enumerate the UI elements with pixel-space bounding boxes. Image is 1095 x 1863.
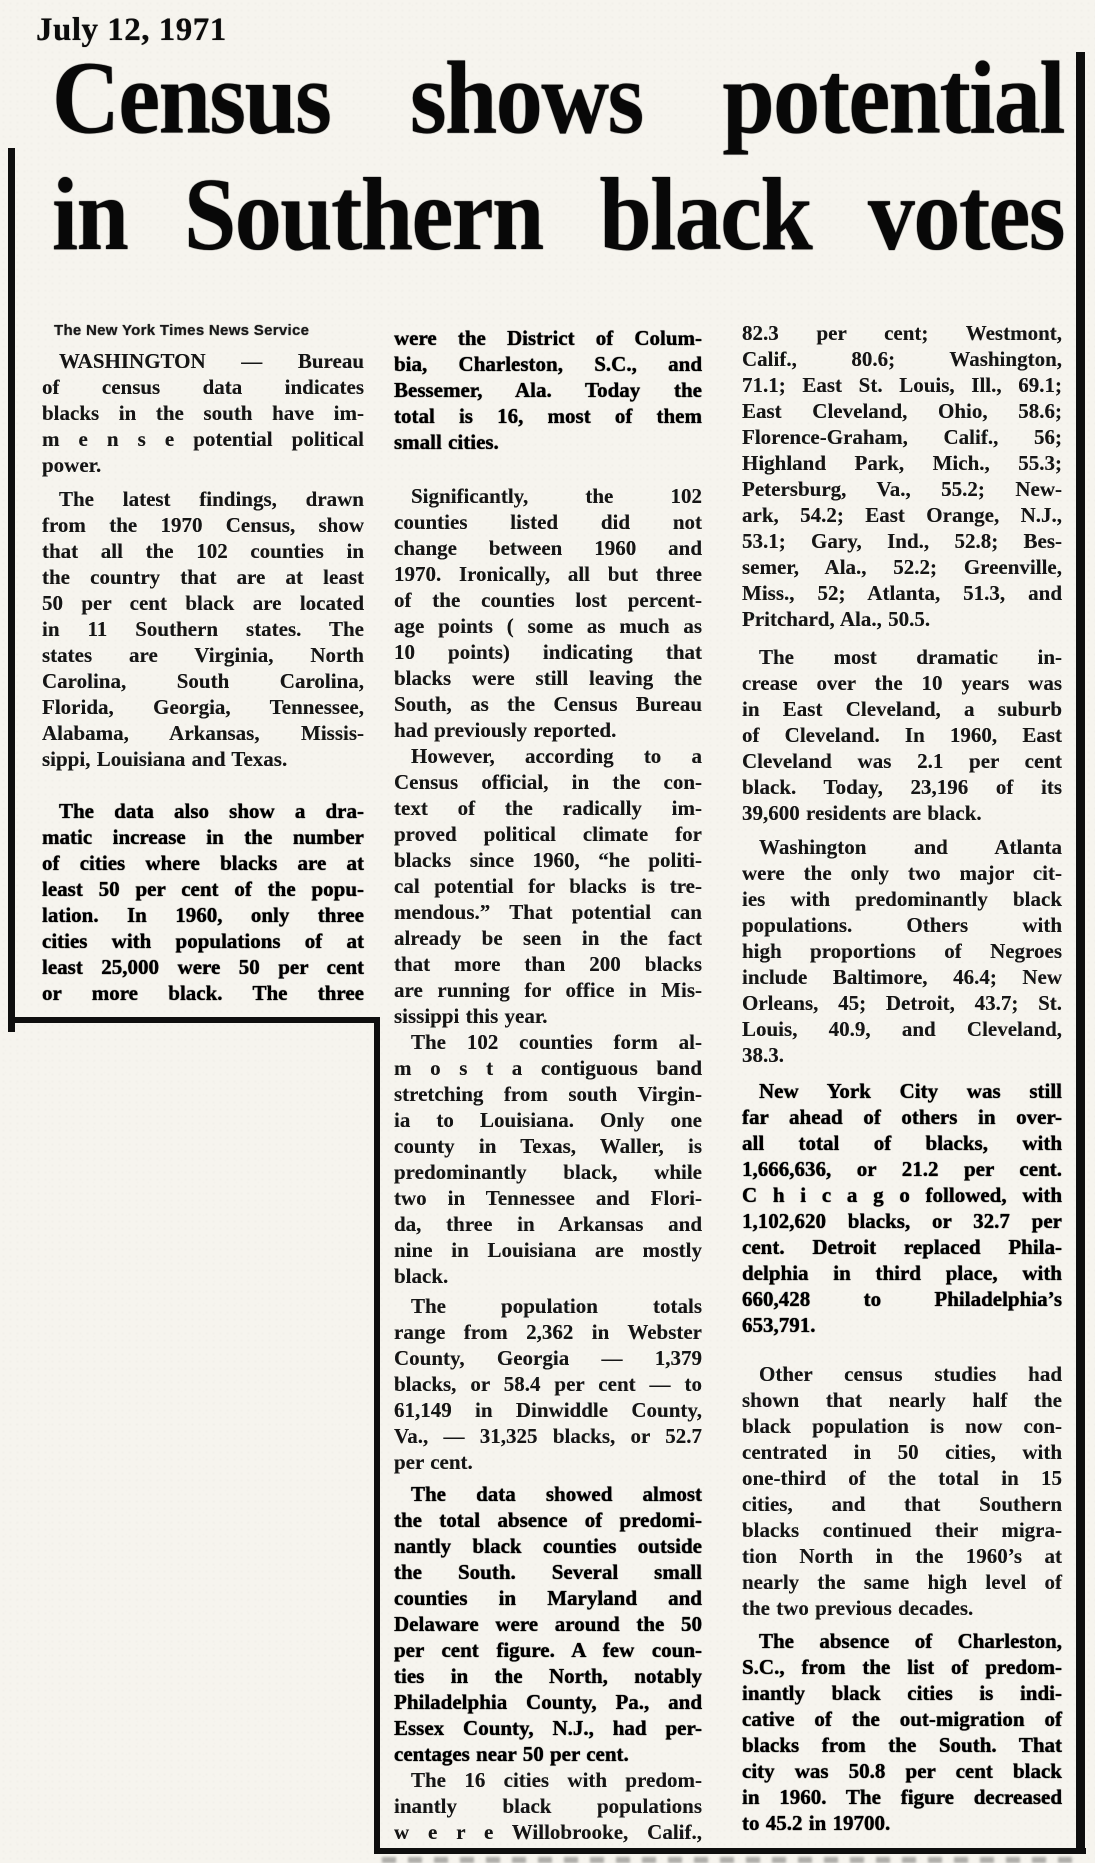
text-line: crease over the 10 years was [742, 671, 1062, 695]
text-line: were the District of Colum- [394, 326, 702, 350]
text-line: Significantly, the 102 [411, 484, 702, 508]
text-line: in 11 Southern states. The [42, 617, 364, 641]
text-line: ies with predominantly black [742, 887, 1062, 911]
text-line: least 50 per cent of the popu- [42, 877, 364, 901]
text-line: range from 2,362 in Webster [394, 1320, 702, 1344]
headline-line2: in Southern black votes [52, 157, 1064, 273]
text-line: 10 points) indicating that [394, 640, 702, 664]
text-line: The data also show a dra- [59, 799, 364, 823]
text-line: cent. Detroit replaced Phila- [742, 1235, 1062, 1259]
column1-bottom-rule [8, 1017, 376, 1023]
text-line: Louis, 40.9, and Cleveland, [742, 1017, 1062, 1041]
text-line: one-third of the total in 15 [742, 1466, 1062, 1490]
text-line: all total of blacks, with [742, 1131, 1062, 1155]
text-line: blacks from the South. That [742, 1733, 1062, 1757]
text-line: w e r e Willobrooke, Calif., [394, 1820, 702, 1844]
text-line: text of the radically im- [394, 796, 702, 820]
text-line: Census official, in the con- [394, 770, 702, 794]
text-line: Petersburg, Va., 55.2; New- [742, 477, 1062, 501]
text-line: tion North in the 1960’s at [742, 1544, 1062, 1568]
text-line: blacks continued their migra- [742, 1518, 1062, 1542]
text-line: cal potential for blacks is tre- [394, 874, 702, 898]
paragraph [742, 1361, 1062, 1621]
text-line: far ahead of others in over- [742, 1105, 1062, 1129]
text-line: ark, 54.2; East Orange, N.J., [742, 503, 1062, 527]
text-line: matic increase in the number [42, 825, 364, 849]
text-line: power. [42, 453, 102, 477]
text-line: 50 per cent black are located [42, 591, 364, 615]
text-line: The 16 cities with predom- [411, 1768, 702, 1792]
text-line: blacks were still leaving the [394, 666, 702, 690]
text-line: Alabama, Arkansas, Missis- [42, 721, 364, 745]
text-line: stretching from south Virgin- [394, 1082, 702, 1106]
text-line: had previously reported. [394, 718, 617, 742]
text-line: Orleans, 45; Detroit, 43.7; St. [742, 991, 1062, 1015]
text-line: blacks, or 58.4 per cent — to [394, 1372, 702, 1396]
text-line: city was 50.8 per cent black [742, 1759, 1062, 1783]
text-line: Philadelphia County, Pa., and [394, 1690, 702, 1714]
text-line: black population is now con- [742, 1414, 1062, 1438]
text-line: or more black. The three [42, 981, 364, 1005]
text-line: m o s t a contiguous band [394, 1056, 702, 1080]
text-line: Florence-Graham, Calif., 56; [742, 425, 1062, 449]
text-line: However, according to a [411, 744, 702, 768]
text-line: 1970. Ironically, all but three [394, 562, 702, 586]
text-line: cities, and that Southern [742, 1492, 1062, 1516]
text-line: Cleveland was 2.1 per cent [742, 749, 1062, 773]
text-line: 1,666,636, or 21.2 per cent. [742, 1157, 1062, 1181]
text-line: ia to Louisiana. Only one [394, 1108, 702, 1132]
text-line: lation. In 1960, only three [42, 903, 364, 927]
text-line: predominantly black, while [394, 1160, 702, 1184]
text-line: per cent. [394, 1450, 473, 1474]
dateline: July 12, 1971 [36, 12, 227, 48]
text-line: The latest findings, drawn [59, 487, 364, 511]
text-line: are running for office in Mis- [394, 978, 702, 1002]
text-line: sissippi this year. [394, 1004, 548, 1028]
text-line: shown that nearly half the [742, 1388, 1062, 1412]
paragraph [394, 1293, 702, 1475]
text-line: cative of the out-migration of [742, 1707, 1062, 1731]
text-line: blacks since 1960, “he politi- [394, 848, 702, 872]
text-line: counties listed did not [394, 510, 702, 534]
text-line: were the only two major cit- [742, 861, 1062, 885]
left-column-rule [8, 148, 15, 1032]
text-line: nearly the same high level of [742, 1570, 1062, 1594]
headline-line1: Census shows potential [52, 41, 1064, 156]
paragraph [42, 798, 364, 1006]
text-line: semer, Ala., 52.2; Greenville, [742, 555, 1062, 579]
text-line: 1,102,620 blacks, or 32.7 per [742, 1209, 1062, 1233]
text-line: The most dramatic in- [759, 645, 1062, 669]
text-line: the South. Several small [394, 1560, 702, 1584]
text-line: in East Cleveland, a suburb [742, 697, 1062, 721]
text-line: The population totals [411, 1294, 702, 1318]
text-line: of census data indicates [42, 375, 364, 399]
text-line: Florida, Georgia, Tennessee, [42, 695, 364, 719]
text-line: Other census studies had [759, 1362, 1062, 1386]
paragraph [742, 1628, 1062, 1836]
text-line: The 102 counties form al- [411, 1030, 702, 1054]
paragraph [42, 486, 364, 772]
text-line: C h i c a g o followed, with [742, 1183, 1062, 1207]
text-line: centrated in 50 cities, with [742, 1440, 1062, 1464]
cutoff-print-smudge [382, 1857, 1082, 1863]
text-line: The data showed almost [411, 1482, 702, 1506]
text-line: S.C., from the list of predom- [742, 1655, 1062, 1679]
text-line: nantly black counties outside [394, 1534, 702, 1558]
byline: The New York Times News Service [54, 322, 310, 339]
text-line: the country that are at least [42, 565, 364, 589]
headline [52, 40, 1064, 273]
text-line: of cities where blacks are at [42, 851, 364, 875]
text-line: Miss., 52; Atlanta, 51.3, and [742, 581, 1062, 605]
text-line: from the 1970 Census, show [42, 513, 364, 537]
text-line: Pritchard, Ala., 50.5. [742, 607, 931, 631]
text-line: Carolina, South Carolina, [42, 669, 364, 693]
column-2 [394, 325, 702, 1845]
paragraph [742, 1078, 1062, 1338]
text-line: already be seen in the fact [394, 926, 702, 950]
text-line: 61,149 in Dinwiddle County, [394, 1398, 702, 1422]
text-line: sippi, Louisiana and Texas. [42, 747, 288, 771]
paragraph [394, 1767, 702, 1845]
text-line: populations. Others with [742, 913, 1062, 937]
text-line: total is 16, most of them [394, 404, 702, 428]
text-line: Essex County, N.J., had per- [394, 1716, 702, 1740]
text-line: Bessemer, Ala. Today the [394, 378, 702, 402]
text-line: the total absence of predomi- [394, 1508, 702, 1532]
text-line: Delaware were around the 50 [394, 1612, 702, 1636]
text-line: Highland Park, Mich., 55.3; [742, 451, 1062, 475]
text-line: proved political climate for [394, 822, 702, 846]
text-line: per cent figure. A few coun- [394, 1638, 702, 1662]
text-line: Va., — 31,325 blacks, or 52.7 [394, 1424, 702, 1448]
text-line: that more than 200 blacks [394, 952, 702, 976]
text-line: the two previous decades. [742, 1596, 974, 1620]
text-line: delphia in third place, with [742, 1261, 1062, 1285]
text-line: m e n s e potential political [42, 427, 364, 451]
text-line: of Cleveland. In 1960, East [742, 723, 1062, 747]
text-line: states are Virginia, North [42, 643, 364, 667]
text-line: New York City was still [759, 1079, 1062, 1103]
text-line: East Cleveland, Ohio, 58.6; [742, 399, 1062, 423]
text-line: black. Today, 23,196 of its [742, 775, 1062, 799]
text-line: 71.1; East St. Louis, Ill., 69.1; [742, 373, 1062, 397]
text-line: nine in Louisiana are mostly [394, 1238, 702, 1262]
paragraph [394, 1481, 702, 1767]
text-line: centages near 50 per cent. [394, 1742, 629, 1766]
text-line: ties in the North, notably [394, 1664, 702, 1688]
text-line: small cities. [394, 430, 499, 454]
text-line: in 1960. The figure decreased [742, 1785, 1062, 1809]
text-line: counties in Maryland and [394, 1586, 702, 1610]
right-column-rule [1076, 52, 1085, 1854]
text-line: change between 1960 and [394, 536, 702, 560]
text-line: least 25,000 were 50 per cent [42, 955, 364, 979]
paragraph [742, 320, 1062, 632]
text-line: 39,600 residents are black. [742, 801, 982, 825]
paragraph [42, 348, 364, 478]
text-line: 653,791. [742, 1313, 816, 1337]
text-line: high proportions of Negroes [742, 939, 1062, 963]
paragraph [742, 834, 1062, 1068]
text-line: black. [394, 1264, 449, 1288]
text-line: South, as the Census Bureau [394, 692, 702, 716]
text-line: The absence of Charleston, [759, 1629, 1062, 1653]
text-line: Calif., 80.6; Washington, [742, 347, 1062, 371]
paragraph [394, 325, 702, 455]
text-line: of the counties lost percent- [394, 588, 702, 612]
text-line: 53.1; Gary, Ind., 52.8; Bes- [742, 529, 1062, 553]
column-1 [42, 348, 364, 1006]
paragraph [742, 644, 1062, 826]
text-line: inantly black populations [394, 1794, 702, 1818]
column-3 [742, 320, 1062, 1836]
text-line: that all the 102 counties in [42, 539, 364, 563]
text-line: mendous.” That potential can [394, 900, 702, 924]
text-line: blacks in the south have im- [42, 401, 364, 425]
paragraph [394, 483, 702, 743]
text-line: 38.3. [742, 1043, 784, 1067]
text-line: county in Texas, Waller, is [394, 1134, 702, 1158]
text-line: age points ( some as much as [394, 614, 702, 638]
text-line: to 45.2 in 19700. [742, 1811, 891, 1835]
text-line: Washington and Atlanta [759, 835, 1062, 859]
text-line: two in Tennessee and Flori- [394, 1186, 702, 1210]
paragraph [394, 1029, 702, 1289]
text-line: bia, Charleston, S.C., and [394, 352, 702, 376]
text-line: County, Georgia — 1,379 [394, 1346, 702, 1370]
text-line: cities with populations of at [42, 929, 364, 953]
text-line: 82.3 per cent; Westmont, [742, 321, 1062, 345]
column2-left-rule [374, 1017, 380, 1854]
text-line: WASHINGTON — Bureau [59, 349, 364, 373]
text-line: da, three in Arkansas and [394, 1212, 702, 1236]
paragraph [394, 743, 702, 1029]
text-line: inantly black cities is indi- [742, 1681, 1062, 1705]
article-bottom-rule [374, 1848, 1086, 1854]
text-line: 660,428 to Philadelphia’s [742, 1287, 1062, 1311]
text-line: include Baltimore, 46.4; New [742, 965, 1062, 989]
